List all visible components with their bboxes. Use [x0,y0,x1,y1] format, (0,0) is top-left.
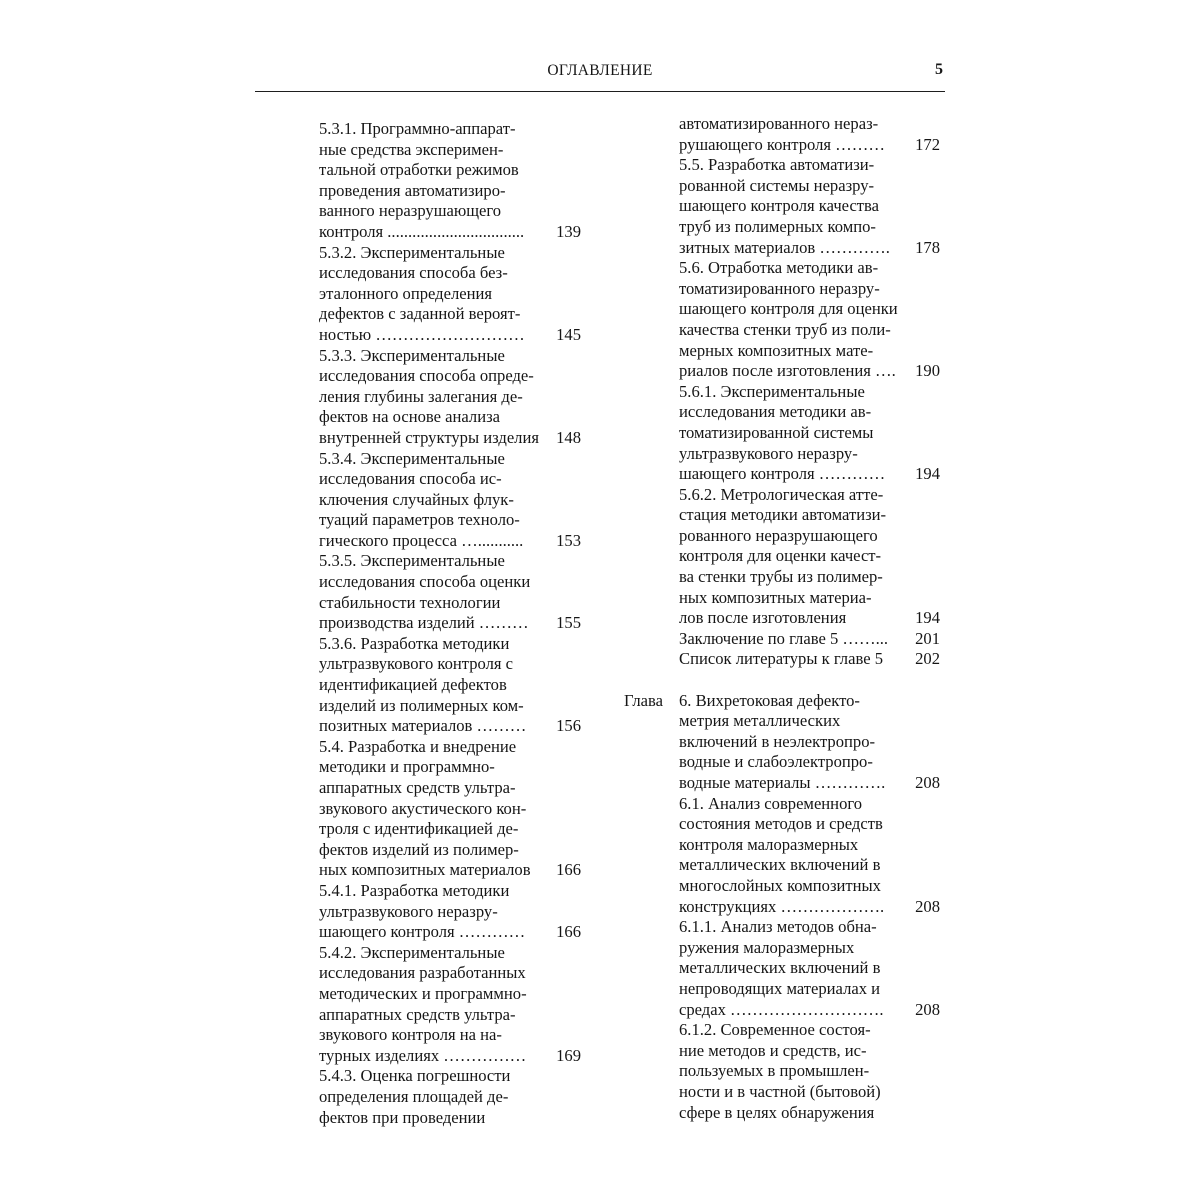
toc-entry-line: томатизированного неразру- [679,278,880,298]
toc-entry-line: риалов после изготовления …. [679,361,896,381]
toc-entry-line: 5.3.2. Экспериментальные [319,242,505,262]
toc-entry [624,917,946,1020]
toc-entry [319,551,581,633]
toc-entry [624,691,946,794]
toc-entry-line: 6.1. Анализ современного [679,793,863,813]
toc-entry-line: контроля ................................. [319,221,525,241]
toc-entry-line: изделий из полимерных ком- [319,695,524,715]
toc-entry-line: 6.1.2. Современное состоя- [679,1020,871,1040]
toc-entry [624,485,946,629]
toc-entry-line: 5.4.2. Экспериментальные [319,942,505,962]
toc-entry-line: 5.4. Разработка и внедрение [319,736,517,756]
toc-entry-line: состояния методов и средств [679,814,883,834]
toc-entry-line: ления глубины залегания де- [319,386,523,406]
toc-entry-line: металлических включений в [679,855,881,875]
toc-entry-line: исследования способа ис- [319,469,502,489]
toc-page-number: 208 [915,773,940,792]
toc-entry-line: звукового контроля на на- [319,1025,502,1045]
toc-entry-line: 5.6.1. Экспериментальные [679,381,865,401]
toc-entry [319,243,581,346]
toc-entry-line: турных изделиях …………… [319,1045,527,1065]
toc-entry-line: 5.4.1. Разработка методики [319,880,510,900]
toc-entry [624,649,946,670]
toc-entry-line: ных композитных материалов [319,860,531,880]
running-title: ОГЛАВЛЕНИЕ [547,62,653,79]
toc-entry-line: методических и программно- [319,983,527,1003]
toc-entry-line: исследования способа опреде- [319,366,534,386]
toc-entry [319,346,581,449]
toc-entry-line: Заключение по главе 5 ……... [679,628,889,648]
toc-page-number: 194 [915,608,940,628]
toc-entry-line: 5.5. Разработка автоматизи- [679,155,875,175]
toc-entry-line: лов после изготовления [679,608,847,628]
toc-entry-line: рованной системы неразру- [679,175,875,195]
toc-page-number: 139 [556,221,581,241]
toc-page-number: 166 [556,860,581,880]
chapter-prefix: Глава [624,690,663,710]
toc-entry-line: ультразвукового неразру- [679,443,858,463]
toc-entry-line: идентификацией дефектов [319,675,507,695]
toc-entry-line: 5.3.4. Экспериментальные [319,448,505,468]
toc-entry-line: контроля малоразмерных [679,834,859,854]
toc-page-number: 190 [915,361,940,381]
toc-entry-line: 5.3.5. Экспериментальные [319,551,505,571]
toc-entry-line: ванного неразрушающего [319,201,502,221]
toc-entry-line: мерных композитных мате- [679,340,874,360]
toc-entry-line: труб из полимерных компо- [679,216,876,236]
toc-entry-line: проведения автоматизиро- [319,180,506,200]
toc-entry-line: шающего контроля качества [679,196,880,216]
toc-entry-line: ружения малоразмерных [679,937,855,957]
toc-entry-line: дефектов с заданной вероят- [319,304,521,324]
toc-entry [319,449,581,552]
toc-entry-line: 5.3.1. Программно-аппарат- [319,119,516,138]
toc-entry-line: зитных материалов …………. [679,237,890,257]
toc-entry [624,629,946,650]
toc-entry-line: ности и в частной (бытовой) [679,1081,881,1101]
toc-page-number: 208 [915,896,940,916]
toc-right-column [624,114,946,1123]
toc-entry [624,382,946,485]
toc-entry-line: производства изделий ……… [319,613,529,633]
toc-entry-line: шающего контроля ………… [679,464,886,484]
toc-entry-line: непроводящих материалах и [679,978,881,998]
toc-page-number: 178 [915,237,940,257]
toc-entry-line: определения площадей де- [319,1086,509,1106]
toc-page-number: 153 [556,530,581,550]
toc-page-number: 169 [556,1045,581,1065]
toc-entry-line: гического процесса …........... [319,530,524,550]
toc-entry-line: шающего контроля для оценки [679,299,898,319]
toc-entry-line: фектов при проведении [319,1107,486,1127]
toc-entry-line: водные материалы …………. [679,773,886,792]
toc-entry-line: контроля для оценки качест- [679,546,882,566]
toc-entry-line: пользуемых в промышлен- [679,1061,870,1081]
toc-page-number: 202 [915,649,940,669]
toc-entry-line: сфере в целях обнаружения [679,1102,875,1122]
toc-entry [319,737,581,881]
toc-entry-line: звукового акустического кон- [319,798,527,818]
toc-entry-line: средах ………………………. [679,999,884,1019]
toc-entry-line: металлических включений в [679,958,881,978]
toc-entry [319,1066,581,1128]
running-header [255,58,945,92]
toc-entry-line: стабильности технологии [319,592,501,612]
toc-entry-line: исследования способа оценки [319,572,531,592]
toc-entry [319,634,581,737]
toc-entry-line: внутренней структуры изделия [319,427,539,447]
toc-page-number: 194 [915,464,940,484]
toc-entry-line: 5.3.6. Разработка методики [319,633,510,653]
toc-entry-line: рушающего контроля ……… [679,134,885,154]
toc-entry-line: томатизированной системы [679,422,874,442]
toc-entry [319,119,581,243]
toc-entry-line: стация методики автоматизи- [679,505,887,525]
toc-entry-line: конструкциях ………………. [679,896,885,916]
toc-entry-line: исследования методики ав- [679,402,872,422]
toc-page-number: 208 [915,999,940,1019]
toc-entry-line: фектов изделий из полимер- [319,839,519,859]
toc-entry-line: тальной отработки режимов [319,160,519,180]
toc-entry [624,155,946,258]
toc-entry-line: фектов на основе анализа [319,407,501,427]
toc-entry-line: автоматизированного нераз- [679,114,879,133]
toc-entry [624,1020,946,1123]
toc-entry-line: аппаратных средств ультра- [319,1004,516,1024]
toc-entry-line: включений в неэлектропро- [679,731,876,751]
toc-page-number: 145 [556,324,581,344]
toc-page-number: 172 [915,134,940,154]
page-number: 5 [935,61,943,78]
toc-entry-line: качества стенки труб из поли- [679,319,891,339]
toc-entry-line: Список литературы к главе 5 [679,649,884,669]
toc-entry-line: шающего контроля ………… [319,922,526,942]
toc-entry [624,114,946,155]
toc-entry-line: аппаратных средств ультра- [319,778,516,797]
toc-entry-line: ва стенки трубы из полимер- [679,567,883,587]
toc-entry-line: эталонного определения [319,283,493,303]
toc-page-number: 166 [556,922,581,942]
toc-spacer [624,670,946,691]
toc-entry-line: исследования способа без- [319,263,508,283]
toc-entry-line: ультразвукового неразру- [319,901,498,921]
toc-entry-line: троля с идентификацией де- [319,819,519,839]
toc-entry-line: исследования разработанных [319,963,526,983]
toc-entry-line: ультразвукового контроля с [319,654,514,674]
toc-entry-line: ние методов и средств, ис- [679,1040,867,1060]
toc-entry [624,258,946,382]
toc-entry-line: ностью ……………………… [319,324,525,344]
toc-entry-line: многослойных композитных [679,875,881,895]
toc-page-number: 148 [556,427,581,447]
toc-page-number: 201 [915,628,940,648]
toc-entry-line: туаций параметров техноло- [319,510,520,530]
toc-entry-line: метрия металлических [679,711,841,731]
toc-entry-line: 6. Вихретоковая дефекто- [679,690,860,710]
toc-entry-line: рованного неразрушающего [679,525,878,545]
toc-entry-line: ные средства эксперимен- [319,139,504,159]
toc-entry [624,794,946,918]
toc-entry-line: ных композитных материа- [679,587,872,607]
toc-entry [319,943,581,1067]
toc-entry [319,881,581,943]
toc-entry-line: 6.1.1. Анализ методов обна- [679,917,877,937]
toc-entry-line: водные и слабоэлектропро- [679,752,873,772]
toc-page-number: 155 [556,613,581,633]
toc-entry-line: позитных материалов ……… [319,716,527,736]
toc-page-number: 156 [556,716,581,736]
toc-entry-line: 5.6. Отработка методики ав- [679,258,879,278]
toc-left-column [319,119,581,1128]
toc-entry-line: 5.6.2. Метрологическая атте- [679,484,884,504]
toc-entry-line: методики и программно- [319,757,495,777]
toc-entry-line: 5.3.3. Экспериментальные [319,345,505,365]
toc-entry-line: 5.4.3. Оценка погрешности [319,1066,511,1086]
toc-entry-line: ключения случайных флук- [319,489,514,509]
